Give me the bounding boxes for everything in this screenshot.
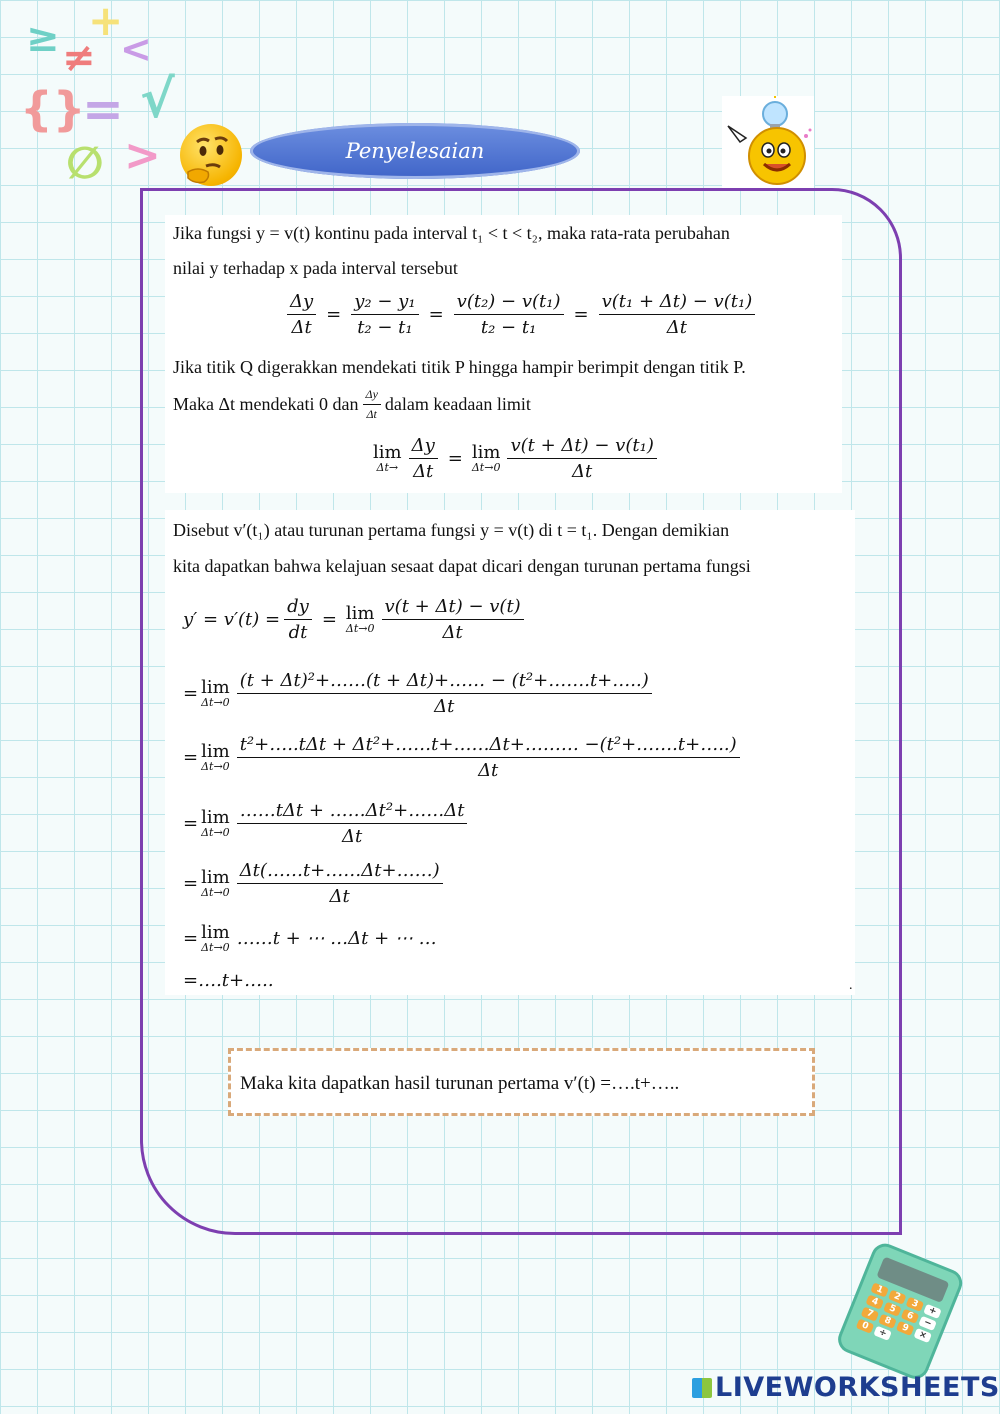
calculator-key: 5: [883, 1302, 902, 1317]
answer-box: [228, 1048, 815, 1116]
derivative-line-1: Disebut v′(t₁) atau turunan pertama fungsi y = v(t) di t = t₁. Dengan demikian: [173, 520, 730, 540]
idea-emoji-icon: [722, 96, 814, 188]
derivation-step-3: = lim Δt→0 $\frac{\text{……tΔt + ……Δt²+……Δt}}{\Delta t}$: [183, 800, 471, 847]
average-rate-equation: $\frac{\Delta y}{\Delta t}$ = $\frac{\text{y₂ − y₁}}{\text{t₂ − t₁}}$ = $\frac{\text{v(t₂) − v(t₁)}}{\text{t₂ − t₁}}$ = $\frac{\text{v(t₁ + Δt) − v(t₁)}}{\Delta t}$: [283, 291, 759, 338]
calculator-key: 9: [896, 1321, 915, 1336]
answer-text: Maka kita dapatkan hasil turunan pertama v′(t) =….t+…..: [240, 1073, 680, 1094]
calculator-key: ×: [913, 1328, 932, 1343]
braces-symbol: {}: [20, 82, 86, 136]
section-title: Penyelesaian: [345, 139, 485, 163]
calculator-key: ÷: [873, 1326, 892, 1341]
plus-symbol: +: [88, 0, 124, 45]
derivation-step-5: = lim Δt→0 ……t + ⋯ …Δt + ⋯ …: [183, 922, 437, 954]
calculator-key: 3: [906, 1297, 925, 1312]
greater-than-symbol: >: [124, 130, 161, 181]
limit-equation: lim Δt→ $\frac{\Delta y}{\Delta t}$ = lim Δt→0 $\frac{\text{v(t + Δt) − v(t₁)}}{\Delta t}$: [370, 435, 661, 482]
calculator-icon: [822, 1230, 981, 1394]
less-than-symbol: <: [120, 27, 152, 71]
empty-set-symbol: ∅: [66, 138, 104, 189]
thinking-face-icon: [180, 124, 242, 186]
derivation-step-1: = lim Δt→0 $\frac{\text{(t + Δt)²+……(t + Δt)+…… − (t²+…….t+…..)}}{\Delta t}$: [183, 670, 656, 717]
logo-mark-icon: [692, 1378, 712, 1398]
fraction: $\frac{\Delta y}{\Delta t}$: [287, 291, 316, 338]
square-root-symbol: √: [140, 70, 175, 130]
fraction: $\frac{\text{v(t₁ + Δt) − v(t₁)}}{\Delta t}$: [599, 291, 756, 338]
calculator-key: 0: [856, 1319, 875, 1334]
derivative-definition-equation: y′ = v′(t) = $\frac{dy}{dt}$ = lim Δt→0 $\frac{v(t + \Delta t) - v(t)}{\Delta t}$: [183, 596, 528, 643]
derivative-line-2: kita dapatkan bahwa kelajuan sesaat dapat dicari dengan turunan pertama fungsi: [173, 556, 751, 576]
not-equal-symbol: ≠: [62, 35, 96, 81]
definition-line-4: Maka Δt mendekati 0 dan $\frac{\Delta y}{\Delta t}$ dalam keadaan limit: [173, 387, 531, 421]
derivation-step-2: = lim Δt→0 $\frac{\text{t²+…..tΔt + Δt²+……t+……Δt+……… −(t²+…….t+…..)}}{\Delta t}$: [183, 734, 744, 781]
calculator-key: 4: [865, 1294, 884, 1309]
greater-equal-symbol: ≥: [26, 15, 60, 61]
calculator-key: 2: [888, 1289, 907, 1304]
calculator-key: 8: [878, 1314, 897, 1329]
derivative-panel: [165, 510, 855, 995]
calculator-key: 1: [870, 1282, 889, 1297]
fraction: $\frac{\text{v(t₂) − v(t₁)}}{\text{t₂ − t₁}}$: [454, 291, 564, 338]
definition-line-1: Jika fungsi y = v(t) kontinu pada interval t₁ < t < t₂, maka rata-rata perubahan: [173, 223, 730, 243]
definition-line-3: Jika titik Q digerakkan mendekati titik P hingga hampir berimpit dengan titik P.: [173, 357, 746, 377]
calculator-key: −: [918, 1316, 937, 1331]
calculator-key: +: [923, 1304, 942, 1319]
equals-symbol: =: [82, 80, 124, 138]
calculator-key: 6: [901, 1309, 920, 1324]
derivation-step-6: =….t+…..: [183, 970, 274, 991]
fraction: $\frac{\text{y₂ − y₁}}{\text{t₂ − t₁}}$: [351, 291, 418, 338]
section-title-banner: [250, 123, 580, 179]
liveworksheets-logo[interactable]: LIVEWORKSHEETS: [692, 1372, 1000, 1403]
trailing-mark: .: [849, 978, 853, 993]
calculator-key: 7: [861, 1306, 880, 1321]
definition-line-2: nilai y terhadap x pada interval tersebut: [173, 258, 458, 278]
derivation-step-4: = lim Δt→0 $\frac{\Delta t(\dots\dots t+\dots\dots\Delta t+\dots\dots)}{\Delta t}$: [183, 860, 447, 907]
definition-panel: [165, 215, 842, 493]
